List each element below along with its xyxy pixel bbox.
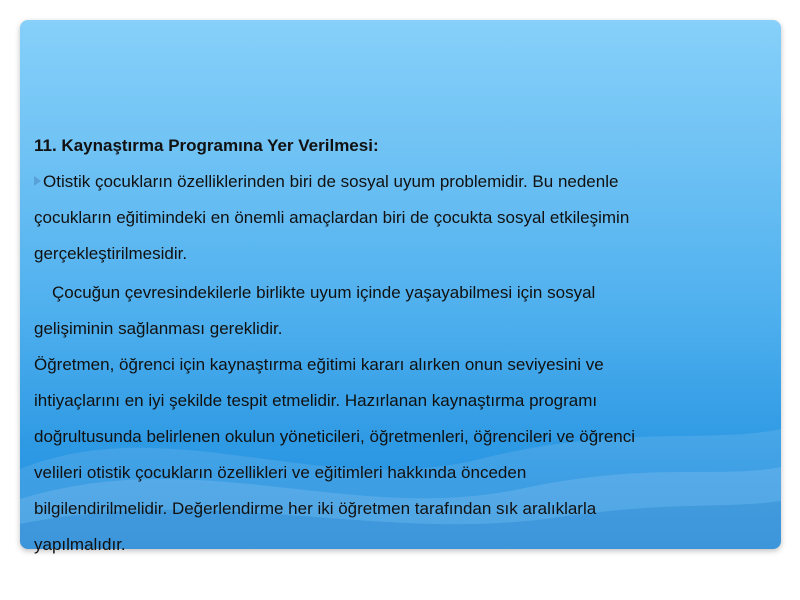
- paragraph-3: [34, 347, 754, 563]
- paragraph-2-line-2: gelişiminin sağlanması gereklidir.: [34, 319, 283, 338]
- paragraph-3-line-2: ihtiyaçlarını en iyi şekilde tespit etmelidir. Hazırlanan kaynaştırma programı: [34, 391, 598, 410]
- paragraph-3-line-3: doğrultusunda belirlenen okulun yöneticileri, öğretmenleri, öğrencileri ve öğrenci: [34, 427, 636, 446]
- arrow-bullet-icon: [34, 176, 41, 186]
- paragraph-1-line-2: çocukların eğitimindeki en önemli amaçlardan biri de çocukta sosyal etkileşimin: [34, 208, 630, 227]
- paragraph-1-line-3: gerçekleştirilmesidir.: [34, 244, 188, 263]
- paragraph-3-line-6: yapılmalıdır.: [34, 535, 126, 554]
- paragraph-1-line-1: [34, 164, 754, 200]
- paragraph-3-line-1: Öğretmen, öğrenci için kaynaştırma eğitimi kararı alırken onun seviyesini ve: [34, 355, 604, 374]
- paragraph-2-line-1: Çocuğun çevresindekilerle birlikte uyum içinde yaşayabilmesi için sosyal: [52, 283, 596, 302]
- paragraph-1: [34, 164, 754, 272]
- paragraph-1-text-1: Otistik çocukların özelliklerinden biri de sosyal uyum problemidir. Bu nedenle: [43, 172, 619, 191]
- slide-content: [34, 128, 754, 563]
- paragraph-3-line-4: velileri otistik çocukların özellikleri ve eğitimleri hakkında önceden: [34, 463, 527, 482]
- paragraph-3-line-5: bilgilendirilmelidir. Değerlendirme her iki öğretmen tarafından sık aralıklarla: [34, 499, 597, 518]
- slide-heading: 11. Kaynaştırma Programına Yer Verilmesi:: [34, 136, 379, 155]
- paragraph-2: [34, 275, 754, 347]
